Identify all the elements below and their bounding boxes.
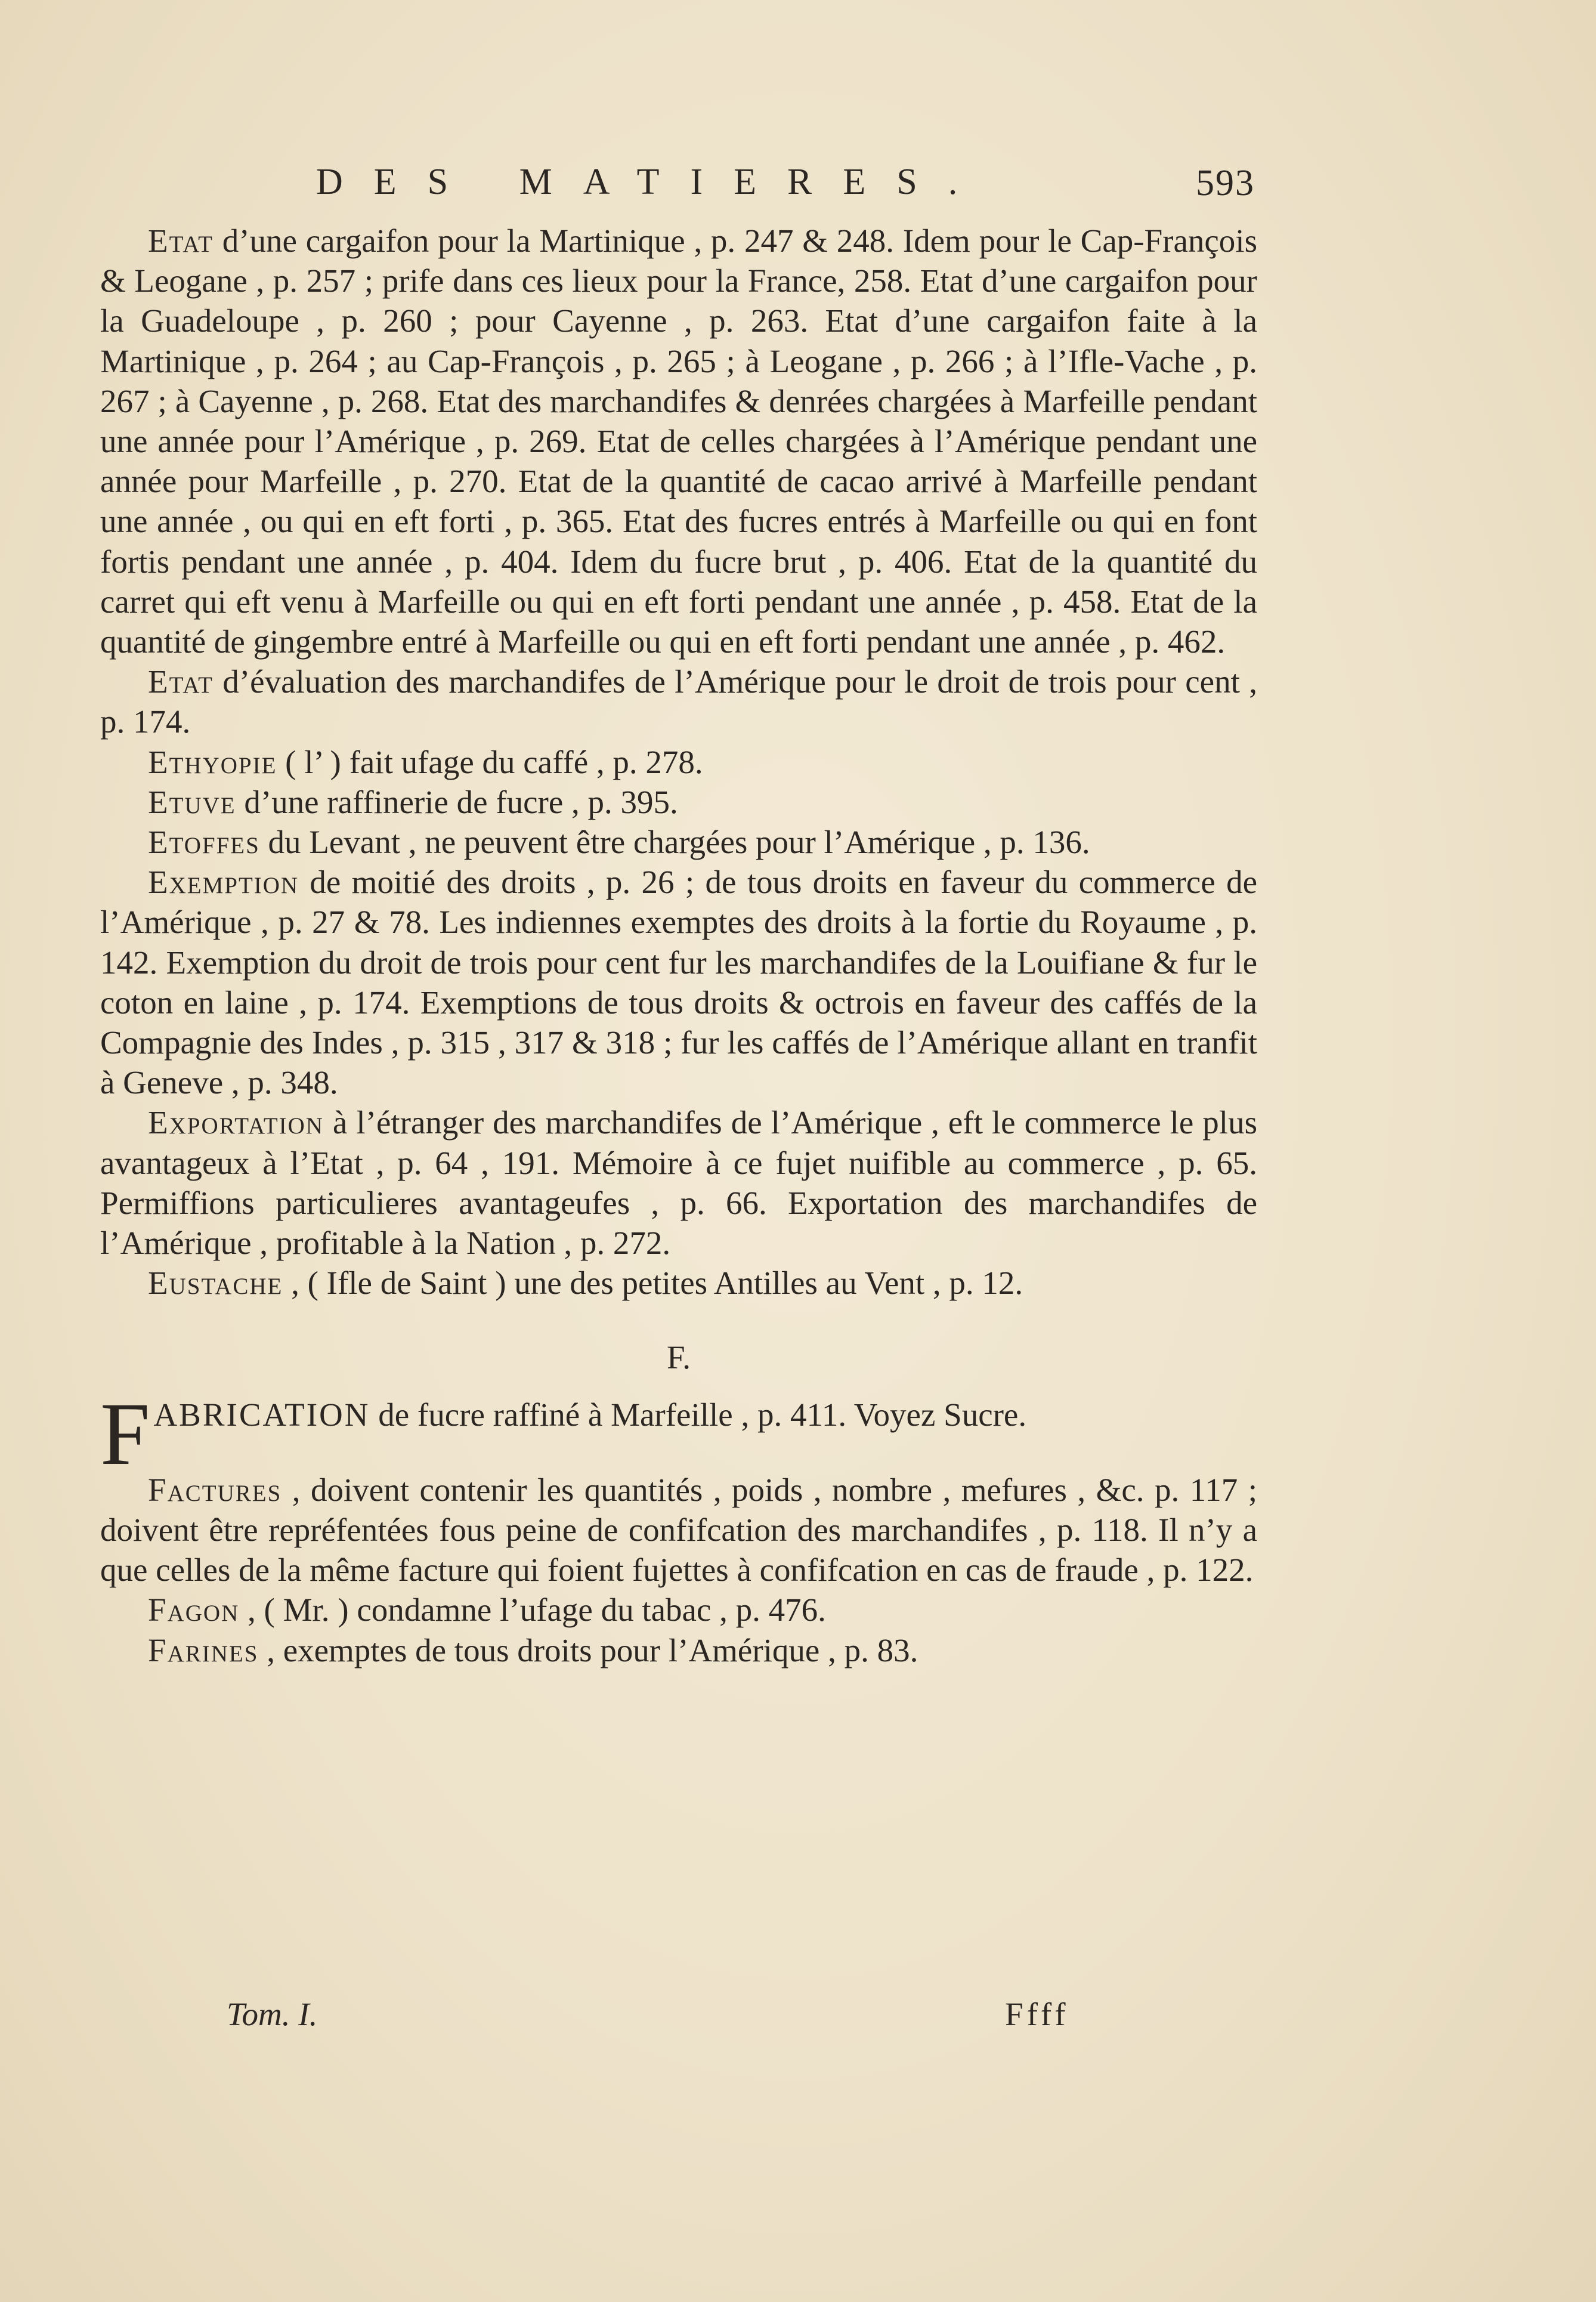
entry-head: ABRICATION [153,1396,370,1433]
entry-text: , doivent contenir les quantités , poids , nombre , mefures , &c. p. 117 ; doivent être repréfentées fous peine de confifcation des marchandifes , p. 118. Il n’y a que celles de la même facture qui foient fujettes à confifcation en cas de fraude , p. 122. [100,1471,1257,1589]
entry-text: , ( Mr. ) condamne l’ufage du tabac , p. 476. [239,1592,826,1629]
index-entry [100,221,1257,662]
index-entry [100,1102,1257,1263]
entry-text: , ( Ifle de Saint ) une des petites Antilles au Vent , p. 12. [283,1265,1023,1302]
drop-cap: F [100,1384,150,1484]
index-entry [100,1630,1257,1670]
index-entry [100,782,1257,822]
entry-head: Etat [148,663,214,700]
entry-text: du Levant , ne peuvent être chargées pour l’Amérique , p. 136. [259,824,1090,861]
entry-head: Ethyopie [148,743,277,780]
index-entry [100,1590,1257,1630]
entry-text: de fucre raffiné à Marfeille , p. 411. Voyez Sucre. [370,1396,1027,1433]
entry-head: Etoffes [148,824,260,861]
index-entry [100,862,1257,1102]
index-entry [100,742,1257,782]
entry-head: Etuve [148,783,236,820]
entry-head: Eustache [148,1265,283,1302]
signature-mark: Ffff [1005,1996,1069,2032]
page-number: 593 [1196,163,1255,203]
index-entry-fabrication [100,1384,1257,1484]
entry-head: Etat [148,223,214,259]
index-text [100,221,1257,1670]
entry-head: Exemption [148,864,299,901]
entry-head: Factures [148,1471,282,1508]
entry-text: d’évaluation des marchandifes de l’Amérique pour le droit de trois pour cent , p. 174. [100,663,1257,740]
entry-text: d’une cargaifon pour la Martinique , p. 247 & 248. Idem pour le Cap-François & Leogane , p. 257 ; prife dans ces lieux pour la France, 258. Etat d’une cargaifon pour la Guadeloupe , p. 260 ; pour Cayenne , p. 263. Etat d’une cargaifon faite à la Martinique , p. 264 ; au Cap-François , p. 265 ; à Leogane , p. 266 ; à l’Ifle-Vache , p. 267 ; à Cayenne , p. 268. Etat des marchandifes & denrées chargées à Marfeille pendant une année pour l’Amérique , p. 269. Etat de celles chargées à l’Amérique pendant une année pour Marfeille , p. 270. Etat de la quantité de cacao arrivé à Marfeille pendant une année , ou qui en eft forti , p. 365. Etat des fucres entrés à Marfeille ou qui en font fortis pendant une année , p. 404. Idem du fucre brut , p. 406. Etat de la quantité du carret qui eft venu à Marfeille ou qui en eft forti pendant une année , p. 458. Etat de la quantité de gingembre entré à Marfeille ou qui en eft forti pendant une année , p. 462. [100,223,1257,660]
entry-text: d’une raffinerie de fucre , p. 395. [236,783,678,820]
entry-text: de moitié des droits , p. 26 ; de tous droits en faveur du commerce de l’Amérique , p. 27 & 78. Les indiennes exemptes des droits à la fortie du Royaume , p. 142. Exemption du droit de trois pour cent fur les marchandifes de la Louifiane & fur le coton en laine , p. 174. Exemptions de tous droits & octrois en faveur des caffés de la Compagnie des Indes , p. 315 , 317 & 318 ; fur les caffés de l’Amérique allant en tranfit à Geneve , p. 348. [100,864,1257,1101]
entry-head: Exportation [148,1104,324,1141]
index-entry [100,822,1257,862]
volume-label: Tom. I. [227,1996,318,2032]
index-entry [100,1263,1257,1303]
section-letter: F. [667,1339,691,1376]
page-footer [227,1995,1121,2033]
index-entry [100,662,1257,741]
entry-head: Farines [148,1632,259,1668]
entry-text: à l’étranger des marchandifes de l’Amérique , eft le commerce le plus avantageux à l’Etat , p. 64 , 191. Mémoire à ce fujet nuifible au commerce , p. 65. Permiffions particulieres avantageufes , p. 66. Exportation des marchandifes de l’Amérique , profitable à la Nation , p. 272. [100,1104,1257,1262]
entry-text: , exemptes de tous droits pour l’Amérique , p. 83. [258,1632,918,1668]
entry-text: ( l’ ) fait ufage du caffé , p. 278. [277,743,703,780]
running-head: DES MATIERES. [316,162,989,202]
index-entry [100,1470,1257,1590]
entry-head: Fagon [148,1592,240,1629]
